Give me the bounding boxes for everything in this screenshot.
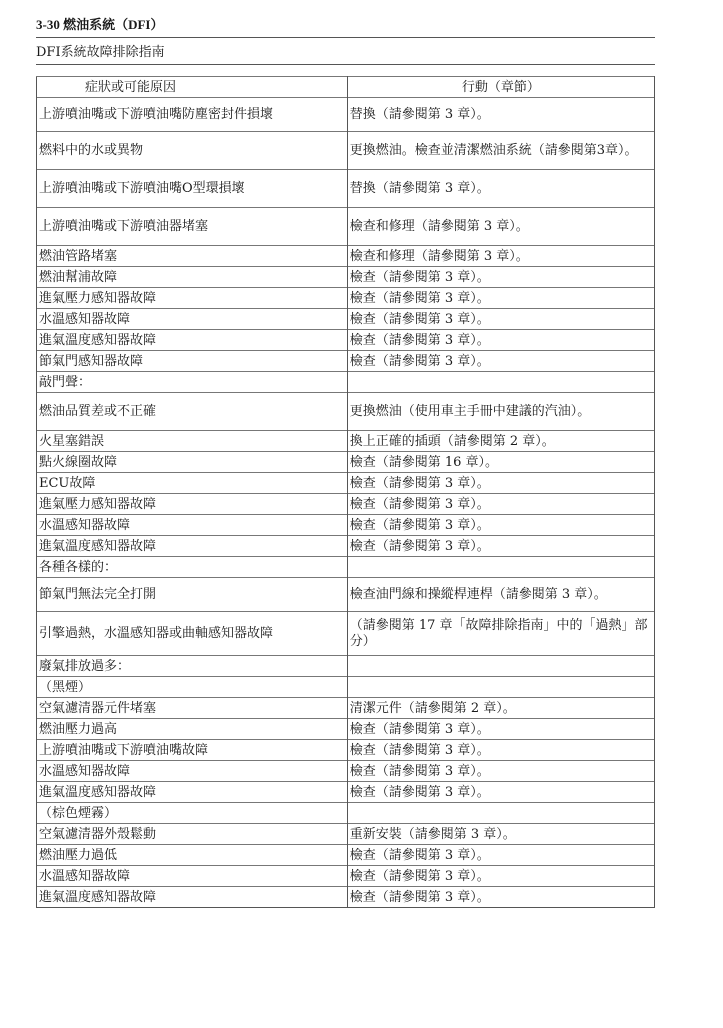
action-cell: 檢查（請參閱第 3 章）。 <box>347 761 654 782</box>
cause-cell: 燃油壓力過高 <box>37 719 348 740</box>
action-cell: 檢查（請參閱第 3 章）。 <box>347 515 654 536</box>
troubleshooting-table <box>36 76 655 908</box>
cause-cell: 上游噴油嘴或下游噴油嘴O型環損壞 <box>37 170 348 208</box>
table-row <box>37 98 655 132</box>
action-cell: 換上正確的插頭（請參閱第 2 章）。 <box>347 431 654 452</box>
cause-cell: 燃油壓力過低 <box>37 845 348 866</box>
cause-cell: 引擎過熱，水溫感知器或曲軸感知器故障 <box>37 612 348 656</box>
table-row <box>37 372 655 393</box>
action-cell: 檢查油門線和操縱桿連桿（請參閱第 3 章）。 <box>347 578 654 612</box>
table-row <box>37 393 655 431</box>
cause-cell: 水溫感知器故障 <box>37 761 348 782</box>
cause-cell: 上游噴油嘴或下游噴油嘴故障 <box>37 740 348 761</box>
table-row <box>37 866 655 887</box>
cause-cell: 進氣壓力感知器故障 <box>37 288 348 309</box>
cause-cell: 空氣濾清器元件堵塞 <box>37 698 348 719</box>
cause-cell: 廢氣排放過多： <box>37 656 348 677</box>
table-row <box>37 782 655 803</box>
cause-cell: 點火線圈故障 <box>37 452 348 473</box>
table-row <box>37 208 655 246</box>
table-row <box>37 557 655 578</box>
subtitle-divider <box>36 64 655 65</box>
cause-cell: 上游噴油嘴或下游噴油嘴防塵密封件損壞 <box>37 98 348 132</box>
table-row <box>37 578 655 612</box>
header-divider <box>36 37 655 38</box>
cause-cell: 水溫感知器故障 <box>37 866 348 887</box>
action-cell: 檢查（請參閱第 3 章）。 <box>347 740 654 761</box>
action-cell: 替換（請參閱第 3 章）。 <box>347 170 654 208</box>
table-row <box>37 612 655 656</box>
action-cell <box>347 656 654 677</box>
cause-cell: 燃油幫浦故障 <box>37 267 348 288</box>
action-cell: 檢查（請參閱第 3 章）。 <box>347 351 654 372</box>
action-cell: 檢查（請參閱第 3 章）。 <box>347 866 654 887</box>
action-cell: 檢查（請參閱第 3 章）。 <box>347 887 654 908</box>
action-cell: 檢查和修理（請參閱第 3 章）。 <box>347 246 654 267</box>
table-row <box>37 656 655 677</box>
action-cell <box>347 803 654 824</box>
action-cell: 替換（請參閱第 3 章）。 <box>347 98 654 132</box>
table-row <box>37 351 655 372</box>
action-cell: 檢查（請參閱第 3 章）。 <box>347 309 654 330</box>
cause-cell: 節氣門感知器故障 <box>37 351 348 372</box>
table-row <box>37 309 655 330</box>
action-cell <box>347 372 654 393</box>
table-row <box>37 267 655 288</box>
table-row <box>37 473 655 494</box>
table-row <box>37 536 655 557</box>
column-header-action: 行動（章節） <box>347 77 654 98</box>
table-row <box>37 740 655 761</box>
cause-cell: 燃油品質差或不正確 <box>37 393 348 431</box>
cause-cell: 燃料中的水或異物 <box>37 132 348 170</box>
table-row <box>37 515 655 536</box>
cause-cell: 上游噴油嘴或下游噴油器堵塞 <box>37 208 348 246</box>
cause-cell: （黑煙） <box>37 677 348 698</box>
cause-cell: 火星塞錯誤 <box>37 431 348 452</box>
cause-cell: 進氣溫度感知器故障 <box>37 887 348 908</box>
table-row <box>37 719 655 740</box>
cause-cell: 水溫感知器故障 <box>37 309 348 330</box>
action-cell: 檢查（請參閱第 3 章）。 <box>347 267 654 288</box>
cause-cell: 空氣濾清器外殼鬆動 <box>37 824 348 845</box>
action-cell: 重新安裝（請參閱第 3 章）。 <box>347 824 654 845</box>
page-title: 3-30 燃油系統（DFI） <box>36 17 164 32</box>
column-header-cause: 症狀或可能原因 <box>37 77 348 98</box>
action-cell: 更換燃油。檢查並清潔燃油系統（請參閱第3章）。 <box>347 132 654 170</box>
table-row <box>37 803 655 824</box>
cause-cell: 進氣壓力感知器故障 <box>37 494 348 515</box>
action-cell: 檢查（請參閱第 3 章）。 <box>347 782 654 803</box>
table-row <box>37 246 655 267</box>
section-subtitle: DFI系統故障排除指南 <box>36 45 165 60</box>
table-row <box>37 494 655 515</box>
cause-cell: 進氣溫度感知器故障 <box>37 536 348 557</box>
table-row <box>37 698 655 719</box>
cause-cell: 敲門聲： <box>37 372 348 393</box>
table-row <box>37 887 655 908</box>
cause-cell: 燃油管路堵塞 <box>37 246 348 267</box>
action-cell: 檢查（請參閱第 3 章）。 <box>347 845 654 866</box>
action-cell: 檢查（請參閱第 3 章）。 <box>347 330 654 351</box>
table-row <box>37 330 655 351</box>
table-row <box>37 761 655 782</box>
table-row <box>37 677 655 698</box>
action-cell: 檢查（請參閱第 3 章）。 <box>347 719 654 740</box>
action-cell: 檢查（請參閱第 3 章）。 <box>347 473 654 494</box>
table-row <box>37 452 655 473</box>
action-cell: （請參閱第 17 章「故障排除指南」中的「過熱」部分） <box>347 612 654 656</box>
cause-cell: 進氣溫度感知器故障 <box>37 782 348 803</box>
cause-cell: 進氣溫度感知器故障 <box>37 330 348 351</box>
table-header-row <box>37 77 655 98</box>
action-cell: 更換燃油（使用車主手冊中建議的汽油）。 <box>347 393 654 431</box>
table-row <box>37 132 655 170</box>
cause-cell: ECU故障 <box>37 473 348 494</box>
cause-cell: 各種各樣的： <box>37 557 348 578</box>
action-cell: 檢查和修理（請參閱第 3 章）。 <box>347 208 654 246</box>
cause-cell: 水溫感知器故障 <box>37 515 348 536</box>
table-row <box>37 824 655 845</box>
table-row <box>37 170 655 208</box>
action-cell <box>347 557 654 578</box>
action-cell: 檢查（請參閱第 3 章）。 <box>347 536 654 557</box>
table-row <box>37 845 655 866</box>
cause-cell: 節氣門無法完全打開 <box>37 578 348 612</box>
cause-cell: （棕色煙霧） <box>37 803 348 824</box>
action-cell: 檢查（請參閱第 3 章）。 <box>347 494 654 515</box>
action-cell: 清潔元件（請參閱第 2 章）。 <box>347 698 654 719</box>
action-cell: 檢查（請參閱第 16 章）。 <box>347 452 654 473</box>
table-row <box>37 431 655 452</box>
table-row <box>37 288 655 309</box>
action-cell: 檢查（請參閱第 3 章）。 <box>347 288 654 309</box>
action-cell <box>347 677 654 698</box>
